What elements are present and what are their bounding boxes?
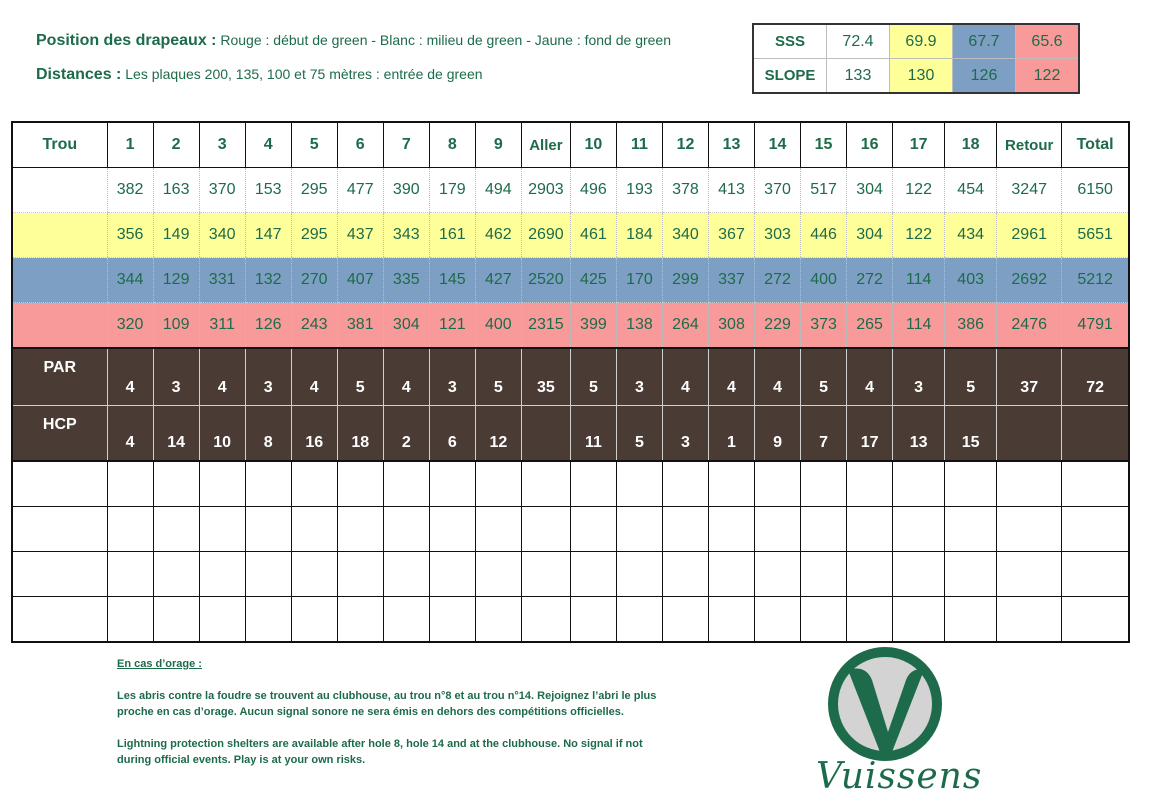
score-entry-cell (383, 461, 429, 507)
tee-distance-cell: 400 (801, 258, 847, 303)
tee-distance-cell: 179 (429, 168, 475, 213)
tee-distance-cell: 132 (245, 258, 291, 303)
hole-header-cell: 4 (245, 122, 291, 168)
slope-row (753, 59, 1079, 94)
tee-distance-cell: 270 (291, 258, 337, 303)
logo-wordmark: Vuissens (816, 756, 983, 797)
tee-distance-cell: 320 (107, 303, 153, 349)
storm-notice (117, 656, 677, 784)
flag-position-info (36, 32, 671, 50)
tee-distance-cell: 149 (153, 213, 199, 258)
hole-header-cell: 3 (199, 122, 245, 168)
tee-distance-cell: 462 (475, 213, 521, 258)
tee-distance-cell: 299 (662, 258, 708, 303)
hole-header-cell: 15 (801, 122, 847, 168)
tee-distance-cell: 311 (199, 303, 245, 349)
score-entry-cell (662, 507, 708, 552)
score-entry-cell (708, 507, 754, 552)
hole-header-cell: 5 (291, 122, 337, 168)
score-entry-cell (245, 597, 291, 643)
tee-distance-cell: 2690 (521, 213, 570, 258)
score-entry-cell (153, 461, 199, 507)
score-entry-cell (475, 507, 521, 552)
score-entry-cell (383, 597, 429, 643)
hole-header-cell: 6 (337, 122, 383, 168)
tee-distance-cell: 308 (708, 303, 754, 349)
tee-distance-cell: 4791 (1062, 303, 1129, 349)
score-entry-cell (107, 507, 153, 552)
hcp-cell (521, 406, 570, 462)
hcp-cell: 8 (245, 406, 291, 462)
hole-header-cell: 13 (708, 122, 754, 168)
par-cell: 3 (245, 348, 291, 406)
hole-header-cell: 11 (616, 122, 662, 168)
score-entry-cell (997, 552, 1062, 597)
hcp-cell: 2 (383, 406, 429, 462)
tee-distance-cell: 170 (616, 258, 662, 303)
hcp-cell: 17 (847, 406, 893, 462)
hole-header-cell: 9 (475, 122, 521, 168)
score-entry-cell (383, 552, 429, 597)
tee-distance-cell: 382 (107, 168, 153, 213)
distances-text: Les plaques 200, 135, 100 et 75 mètres : entrée de green (121, 66, 483, 82)
score-entry-cell (662, 461, 708, 507)
hole-header-row (12, 122, 1129, 168)
hole-header-cell: Trou (12, 122, 107, 168)
par-cell: 5 (945, 348, 997, 406)
score-entry-cell (1062, 507, 1129, 552)
score-entry-cell (945, 552, 997, 597)
tee-distance-cell: 229 (755, 303, 801, 349)
tee-distance-cell: 386 (945, 303, 997, 349)
tee-distance-cell: 343 (383, 213, 429, 258)
tee-distance-cell (12, 303, 107, 349)
par-cell: 3 (429, 348, 475, 406)
score-entry-cell (429, 597, 475, 643)
tee-row-white (12, 168, 1129, 213)
score-entry-cell (893, 507, 945, 552)
score-entry-cell (801, 597, 847, 643)
hcp-cell: 6 (429, 406, 475, 462)
hcp-cell: 10 (199, 406, 245, 462)
hcp-cell: 11 (570, 406, 616, 462)
hcp-cell: 16 (291, 406, 337, 462)
score-entry-cell (847, 507, 893, 552)
score-entry-cell (1062, 461, 1129, 507)
hcp-cell: 5 (616, 406, 662, 462)
score-entry-cell (245, 461, 291, 507)
tee-distance-cell: 434 (945, 213, 997, 258)
score-entry-cell (291, 461, 337, 507)
tee-distance-cell: 114 (893, 303, 945, 349)
hole-header-cell: 16 (847, 122, 893, 168)
score-entry-cell (708, 552, 754, 597)
hole-header-cell: 2 (153, 122, 199, 168)
tee-distance-cell: 378 (662, 168, 708, 213)
tee-distance-cell (12, 168, 107, 213)
distances-info (36, 66, 483, 84)
hole-header-cell: 8 (429, 122, 475, 168)
score-entry-cell (616, 552, 662, 597)
score-entry-cell (199, 507, 245, 552)
score-entry-cell (945, 507, 997, 552)
hcp-cell: 14 (153, 406, 199, 462)
hole-header-cell: 17 (893, 122, 945, 168)
score-entry-cell (662, 597, 708, 643)
tee-distance-cell: 461 (570, 213, 616, 258)
par-cell: 4 (662, 348, 708, 406)
score-entry-cell (383, 507, 429, 552)
storm-notice-title: En cas d’orage : (117, 658, 202, 670)
sss-red: 65.6 (1016, 24, 1080, 59)
score-entry-cell (945, 461, 997, 507)
score-entry-cell (893, 461, 945, 507)
par-row (12, 348, 1129, 406)
tee-distance-cell: 126 (245, 303, 291, 349)
par-cell: 3 (153, 348, 199, 406)
tee-distance-cell: 265 (847, 303, 893, 349)
score-entry-row (12, 461, 1129, 507)
tee-distance-cell: 122 (893, 168, 945, 213)
score-entry-cell (521, 597, 570, 643)
tee-distance-cell: 403 (945, 258, 997, 303)
tee-distance-cell: 400 (475, 303, 521, 349)
tee-distance-cell: 304 (383, 303, 429, 349)
tee-distance-cell: 304 (847, 168, 893, 213)
storm-notice-fr: Les abris contre la foudre se trouvent au clubhouse, au trou n°8 et au trou n°14. Rejoignez l’abri le plus proche en cas d’orage. Aucun signal sonore ne sera émis en dehors des compétitions officielles. (117, 690, 657, 718)
score-entry-cell (708, 597, 754, 643)
tee-distance-cell (12, 213, 107, 258)
flag-position-text: Rouge : début de green - Blanc : milieu de green - Jaune : fond de green (216, 32, 672, 48)
tee-distance-cell: 303 (755, 213, 801, 258)
tee-distance-cell: 272 (755, 258, 801, 303)
tee-distance-cell: 147 (245, 213, 291, 258)
par-cell: 5 (475, 348, 521, 406)
score-entry-cell (12, 507, 107, 552)
hcp-cell: 7 (801, 406, 847, 462)
score-entry-cell (153, 552, 199, 597)
tee-distance-cell: 264 (662, 303, 708, 349)
par-cell: PAR (12, 348, 107, 406)
tee-distance-cell: 344 (107, 258, 153, 303)
tee-distance-cell: 337 (708, 258, 754, 303)
tee-distance-cell: 335 (383, 258, 429, 303)
slope-red: 122 (1016, 59, 1080, 94)
score-entry-cell (291, 552, 337, 597)
slope-white: 133 (827, 59, 890, 94)
tee-distance-cell: 2476 (997, 303, 1062, 349)
tee-distance-cell: 153 (245, 168, 291, 213)
sss-white: 72.4 (827, 24, 890, 59)
score-entry-cell (107, 597, 153, 643)
par-cell: 5 (570, 348, 616, 406)
hcp-cell: 18 (337, 406, 383, 462)
score-entry-cell (570, 507, 616, 552)
tee-distance-cell: 184 (616, 213, 662, 258)
tee-distance-cell: 517 (801, 168, 847, 213)
hcp-row (12, 406, 1129, 462)
tee-distance-cell: 331 (199, 258, 245, 303)
tee-row-yellow (12, 213, 1129, 258)
tee-distance-cell: 161 (429, 213, 475, 258)
par-cell: 37 (997, 348, 1062, 406)
hole-header-cell: 7 (383, 122, 429, 168)
par-cell: 35 (521, 348, 570, 406)
hole-header-cell: 18 (945, 122, 997, 168)
score-entry-cell (801, 507, 847, 552)
sss-label: SSS (753, 24, 827, 59)
tee-distance-cell: 494 (475, 168, 521, 213)
par-cell: 4 (755, 348, 801, 406)
score-entry-cell (337, 597, 383, 643)
tee-distance-cell: 413 (708, 168, 754, 213)
tee-distance-cell: 2692 (997, 258, 1062, 303)
tee-distance-cell: 390 (383, 168, 429, 213)
sss-blue: 67.7 (953, 24, 1016, 59)
tee-distance-cell: 2903 (521, 168, 570, 213)
hole-header-cell: 12 (662, 122, 708, 168)
tee-distance-cell: 356 (107, 213, 153, 258)
score-entry-cell (475, 461, 521, 507)
tee-distance-cell: 145 (429, 258, 475, 303)
tee-distance-cell: 109 (153, 303, 199, 349)
tee-distance-cell: 5651 (1062, 213, 1129, 258)
tee-distance-cell: 2520 (521, 258, 570, 303)
score-entry-cell (521, 461, 570, 507)
tee-distance-cell: 2315 (521, 303, 570, 349)
score-entry-cell (801, 552, 847, 597)
par-cell: 5 (801, 348, 847, 406)
slope-blue: 126 (953, 59, 1016, 94)
sss-row (753, 24, 1079, 59)
hcp-cell (1062, 406, 1129, 462)
tee-distance-cell: 454 (945, 168, 997, 213)
tee-distance-cell: 370 (199, 168, 245, 213)
score-entry-cell (570, 552, 616, 597)
score-entry-row (12, 552, 1129, 597)
hcp-cell: 1 (708, 406, 754, 462)
par-cell: 4 (107, 348, 153, 406)
tee-distance-cell (12, 258, 107, 303)
score-entry-cell (847, 552, 893, 597)
par-cell: 3 (616, 348, 662, 406)
tee-distance-cell: 437 (337, 213, 383, 258)
tee-distance-cell: 6150 (1062, 168, 1129, 213)
tee-distance-cell: 340 (199, 213, 245, 258)
par-cell: 3 (893, 348, 945, 406)
par-cell: 4 (383, 348, 429, 406)
score-entry-cell (801, 461, 847, 507)
par-cell: 72 (1062, 348, 1129, 406)
score-entry-cell (12, 597, 107, 643)
tee-distance-cell: 2961 (997, 213, 1062, 258)
hcp-cell: 3 (662, 406, 708, 462)
score-entry-cell (429, 461, 475, 507)
score-entry-cell (12, 552, 107, 597)
tee-distance-cell: 272 (847, 258, 893, 303)
score-entry-cell (997, 597, 1062, 643)
score-entry-cell (429, 507, 475, 552)
score-entry-cell (107, 461, 153, 507)
hcp-cell: 12 (475, 406, 521, 462)
hole-header-cell: Retour (997, 122, 1062, 168)
hcp-cell: 15 (945, 406, 997, 462)
score-entry-cell (337, 507, 383, 552)
tee-distance-cell: 129 (153, 258, 199, 303)
score-entry-cell (1062, 597, 1129, 643)
hcp-cell: 13 (893, 406, 945, 462)
score-entry-cell (893, 597, 945, 643)
score-entry-cell (755, 461, 801, 507)
score-entry-cell (893, 552, 945, 597)
score-entry-cell (337, 552, 383, 597)
tee-distance-cell: 243 (291, 303, 337, 349)
flag-position-label: Position des drapeaux : (36, 32, 217, 49)
score-entry-cell (616, 461, 662, 507)
tee-distance-cell: 427 (475, 258, 521, 303)
score-entry-cell (153, 597, 199, 643)
score-entry-row (12, 597, 1129, 643)
tee-distance-cell: 367 (708, 213, 754, 258)
hole-header-cell: Aller (521, 122, 570, 168)
tee-distance-cell: 373 (801, 303, 847, 349)
score-entry-cell (755, 597, 801, 643)
tee-distance-cell: 425 (570, 258, 616, 303)
par-cell: 4 (199, 348, 245, 406)
hcp-cell: 9 (755, 406, 801, 462)
hcp-cell: 4 (107, 406, 153, 462)
score-entry-cell (153, 507, 199, 552)
hole-header-cell: 10 (570, 122, 616, 168)
score-entry-cell (662, 552, 708, 597)
sss-yellow: 69.9 (890, 24, 953, 59)
score-entry-cell (291, 597, 337, 643)
tee-distance-cell: 138 (616, 303, 662, 349)
score-entry-cell (945, 597, 997, 643)
storm-notice-en: Lightning protection shelters are available after hole 8, hole 14 and at the clubhouse. No signal if not during official events. Play is at your own risks. (117, 738, 643, 766)
tee-distance-cell: 295 (291, 213, 337, 258)
tee-distance-cell: 304 (847, 213, 893, 258)
tee-row-red (12, 303, 1129, 349)
score-entry-cell (997, 507, 1062, 552)
tee-distance-cell: 407 (337, 258, 383, 303)
hole-header-cell: Total (1062, 122, 1129, 168)
hole-header-cell: 1 (107, 122, 153, 168)
score-entry-cell (521, 552, 570, 597)
slope-yellow: 130 (890, 59, 953, 94)
par-cell: 4 (708, 348, 754, 406)
score-entry-cell (475, 597, 521, 643)
score-entry-cell (291, 507, 337, 552)
distances-label: Distances : (36, 66, 122, 83)
tee-distance-cell: 370 (755, 168, 801, 213)
score-entry-cell (521, 507, 570, 552)
score-entry-cell (245, 552, 291, 597)
tee-distance-cell: 193 (616, 168, 662, 213)
tee-distance-cell: 121 (429, 303, 475, 349)
tee-distance-cell: 446 (801, 213, 847, 258)
tee-distance-cell: 496 (570, 168, 616, 213)
tee-distance-cell: 163 (153, 168, 199, 213)
hole-header-cell: 14 (755, 122, 801, 168)
score-entry-cell (1062, 552, 1129, 597)
score-entry-cell (570, 461, 616, 507)
score-entry-cell (708, 461, 754, 507)
tee-distance-cell: 5212 (1062, 258, 1129, 303)
score-entry-cell (107, 552, 153, 597)
score-entry-cell (199, 597, 245, 643)
tee-distance-cell: 114 (893, 258, 945, 303)
score-entry-cell (755, 507, 801, 552)
score-entry-cell (199, 461, 245, 507)
tee-distance-cell: 122 (893, 213, 945, 258)
tee-row-blue (12, 258, 1129, 303)
course-rating-table (752, 23, 1080, 94)
tee-distance-cell: 399 (570, 303, 616, 349)
score-entry-row (12, 507, 1129, 552)
score-entry-cell (997, 461, 1062, 507)
score-entry-cell (245, 507, 291, 552)
score-entry-cell (847, 597, 893, 643)
slope-label: SLOPE (753, 59, 827, 94)
score-entry-cell (199, 552, 245, 597)
score-entry-cell (475, 552, 521, 597)
score-entry-cell (616, 597, 662, 643)
score-entry-cell (755, 552, 801, 597)
scorecard-table (11, 121, 1130, 643)
par-cell: 4 (291, 348, 337, 406)
score-entry-cell (616, 507, 662, 552)
score-entry-cell (12, 461, 107, 507)
tee-distance-cell: 381 (337, 303, 383, 349)
tee-distance-cell: 477 (337, 168, 383, 213)
score-entry-cell (570, 597, 616, 643)
tee-distance-cell: 295 (291, 168, 337, 213)
tee-distance-cell: 3247 (997, 168, 1062, 213)
hcp-cell (997, 406, 1062, 462)
score-entry-cell (429, 552, 475, 597)
tee-distance-cell: 340 (662, 213, 708, 258)
score-entry-cell (337, 461, 383, 507)
par-cell: 5 (337, 348, 383, 406)
par-cell: 4 (847, 348, 893, 406)
hcp-cell: HCP (12, 406, 107, 462)
score-entry-cell (847, 461, 893, 507)
